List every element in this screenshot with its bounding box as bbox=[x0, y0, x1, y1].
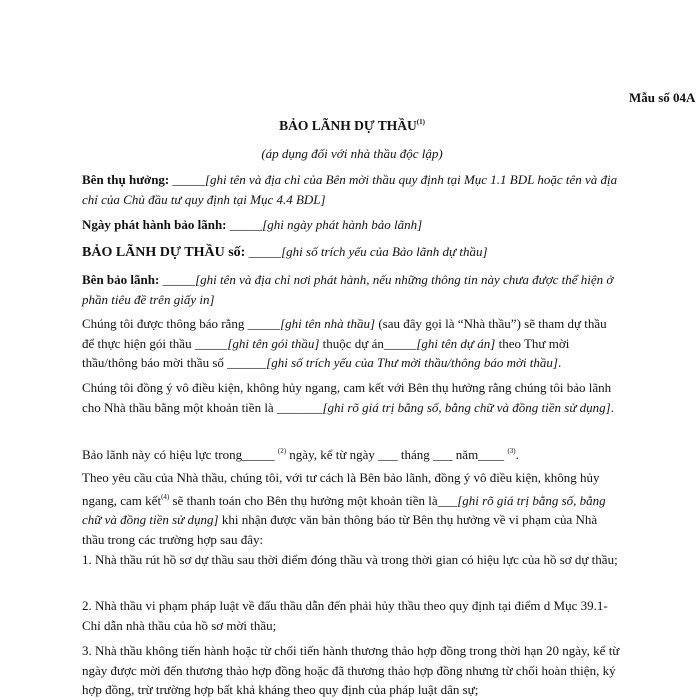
footnote-ref-3: (3) bbox=[507, 447, 516, 455]
form-number: Mẫu số 04A bbox=[629, 90, 696, 105]
contractor-name-hint: [ghi tên nhà thầu] bbox=[280, 316, 376, 331]
footnote-ref-4: (4) bbox=[161, 492, 170, 501]
issue-date-field bbox=[82, 215, 622, 235]
document-title bbox=[82, 118, 622, 134]
validity-paragraph bbox=[82, 442, 622, 465]
validity-text: . bbox=[515, 447, 519, 462]
intro-text: Chúng tôi được thông báo rằng _____ bbox=[82, 316, 281, 331]
guarantor-hint: [ghi tên và địa chỉ nơi phát hành, nếu những thông tin này chưa được thể hiện ở phần tiêu đề trên giấy in] bbox=[82, 272, 614, 307]
guarantee-number-field bbox=[82, 242, 622, 263]
payment-amount-hint: [ghi rõ giá trị bằng số, bằng chữ và đồng tiền sử dụng] bbox=[82, 492, 606, 527]
commitment-text: . bbox=[610, 399, 614, 415]
validity-text: Bảo lãnh này có hiệu lực trong_____ bbox=[82, 447, 278, 462]
payment-paragraph bbox=[82, 468, 622, 549]
title-footnote-ref: (1) bbox=[416, 118, 425, 126]
case-item: 2. Nhà thầu vi phạm pháp luật về đấu thầu dẫn đến phải hủy thầu theo quy định tại điểm d Mục 39.1- Chỉ dẫn nhà thầu của hồ sơ mời thầu; bbox=[82, 598, 608, 633]
amount-hint: [ghi rõ giá trị bằng số, bằng chữ và đồng tiền sử dụng] bbox=[322, 399, 611, 415]
beneficiary-label: Bên thụ hưởng: bbox=[82, 172, 170, 187]
invitation-number-hint: [ghi số trích yếu của Thư mời thầu/thông báo mời thầu] bbox=[266, 355, 558, 370]
issue-date-label: Ngày phát hành bảo lãnh: bbox=[82, 217, 227, 232]
intro-text: theo Thư mời thầu/thông báo mời thầu số ______ bbox=[82, 335, 570, 370]
intro-text: . bbox=[557, 355, 562, 370]
commitment-paragraph bbox=[82, 378, 622, 417]
title-text: BẢO LÃNH DỰ THẦU bbox=[279, 118, 417, 133]
beneficiary-blank: _____ bbox=[169, 172, 205, 187]
validity-text: ngày, kể từ ngày ___ tháng ___ năm____ bbox=[286, 447, 508, 462]
case-item: 1. Nhà thầu rút hồ sơ dự thầu sau thời điểm đóng thầu và trong thời gian có hiệu lực của hồ sơ dự thầu; bbox=[82, 552, 618, 567]
project-name-hint: [ghi tên dự án] bbox=[416, 335, 496, 351]
commitment-text: Chúng tôi đồng ý vô điều kiện, không hủy ngang, cam kết với Bên thụ hưởng rằng chúng tôi bảo lãnh cho Nhà thầu bằng một khoản tiền là _______ bbox=[82, 380, 612, 415]
issue-date-blank: _____ bbox=[226, 217, 263, 232]
intro-text: thuộc dự án_____ bbox=[319, 335, 417, 351]
payment-text: Theo yêu cầu của Nhà thầu, chúng tôi, với tư cách là Bên bảo lãnh, đồng ý vô điều kiện, không hủy ngang, cam kết bbox=[82, 470, 600, 508]
intro-paragraph bbox=[82, 314, 622, 373]
guarantee-number-hint: [ghi số trích yếu của Bảo lãnh dự thầu] bbox=[281, 244, 488, 259]
payment-text: khi nhận được văn bản thông báo từ Bên thụ hưởng về vi phạm của Nhà thầu trong các trường hợp sau đây: bbox=[82, 512, 598, 547]
document-subtitle: (áp dụng đối với nhà thầu độc lập) bbox=[261, 146, 443, 161]
issue-date-hint: [ghi ngày phát hành bảo lãnh] bbox=[262, 217, 423, 232]
payment-text: sẽ thanh toán cho Bên thụ hưởng một khoản tiền là___ bbox=[169, 492, 458, 508]
beneficiary-hint: [ghi tên và địa chỉ của Bên mời thầu quy định tại Mục 1.1 BDL hoặc tên và địa chỉ của Chủ đầu tư quy định tại Mục 4.4 BDL] bbox=[82, 172, 618, 207]
case-item: 3. Nhà thầu không tiến hành hoặc từ chối tiến hành thương thảo hợp đồng trong thời hạn 20 ngày, kể từ ngày được mời đến thương thảo hợp đồng hoặc đã thương thảo hợp đồng nhưng từ chối hoàn thiện, ký hợp đồng, trừ trường hợp bất khả kháng theo quy định của pháp luật dân sự; bbox=[82, 643, 620, 697]
footnote-ref-2: (2) bbox=[277, 447, 287, 455]
guarantor-field bbox=[82, 270, 622, 309]
guarantor-blank: _____ bbox=[159, 272, 196, 287]
guarantee-number-label: BẢO LÃNH DỰ THẦU số: bbox=[82, 245, 246, 260]
intro-text: (sau đây gọi là “Nhà thầu”) sẽ tham dự thầu để thực hiện gói thầu _____ bbox=[82, 316, 607, 351]
beneficiary-field bbox=[82, 170, 622, 209]
guarantor-label: Bên bảo lãnh: bbox=[82, 272, 160, 287]
package-name-hint: [ghi tên gói thầu] bbox=[227, 335, 320, 351]
guarantee-number-blank: _____ bbox=[245, 244, 282, 259]
